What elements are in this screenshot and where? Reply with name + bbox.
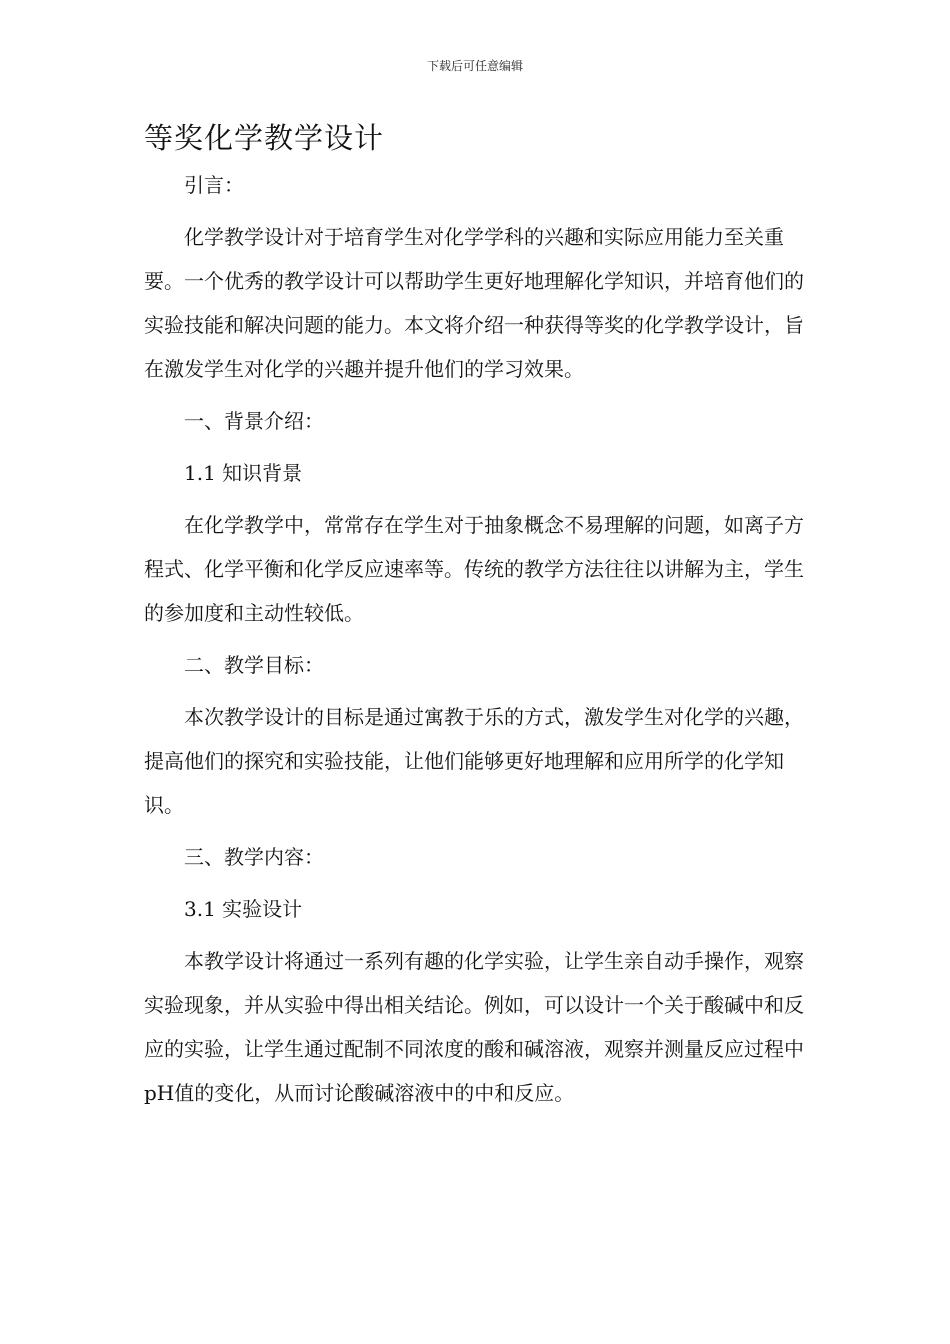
document-body: [144, 163, 809, 1123]
section-3-1-paragraph: 本教学设计将通过一系列有趣的化学实验，让学生亲自动手操作，观察实验现象，并从实验中得出相关结论。例如，可以设计一个关于酸碱中和反应的实验，让学生通过配制不同浓度的酸和碱溶液，观察并测量反应过程中pH值的变化，从而讨论酸碱溶液中的中和反应。: [144, 949, 804, 1105]
section-3-heading: 三、教学内容：: [184, 845, 324, 869]
intro-paragraph: 化学教学设计对于培育学生对化学学科的兴趣和实际应用能力至关重要。一个优秀的教学设计可以帮助学生更好地理解化学知识，并培育他们的实验技能和解决问题的能力。本文将介绍一种获得等奖的化学教学设计，旨在激发学生对化学的兴趣并提升他们的学习效果。: [144, 225, 804, 381]
section-2-paragraph: 本次教学设计的目标是通过寓教于乐的方式，激发学生对化学的兴趣，提高他们的探究和实验技能，让他们能够更好地理解和应用所学的化学知识。: [144, 705, 804, 817]
section-3-1-heading: 3.1 实验设计: [184, 897, 303, 921]
section-2-heading: 二、教学目标：: [184, 653, 324, 677]
section-1-heading: 一、背景介绍：: [184, 409, 324, 433]
section-1-1-heading: 1.1 知识背景: [184, 461, 303, 485]
intro-label: 引言：: [184, 173, 244, 197]
document-title: 等奖化学教学设计: [144, 121, 385, 155]
section-1-1-paragraph: 在化学教学中，常常存在学生对于抽象概念不易理解的问题，如离子方程式、化学平衡和化学反应速率等。传统的教学方法往往以讲解为主，学生的参加度和主动性较低。: [144, 513, 804, 625]
page-header-note: 下载后可任意编辑: [426, 59, 523, 73]
